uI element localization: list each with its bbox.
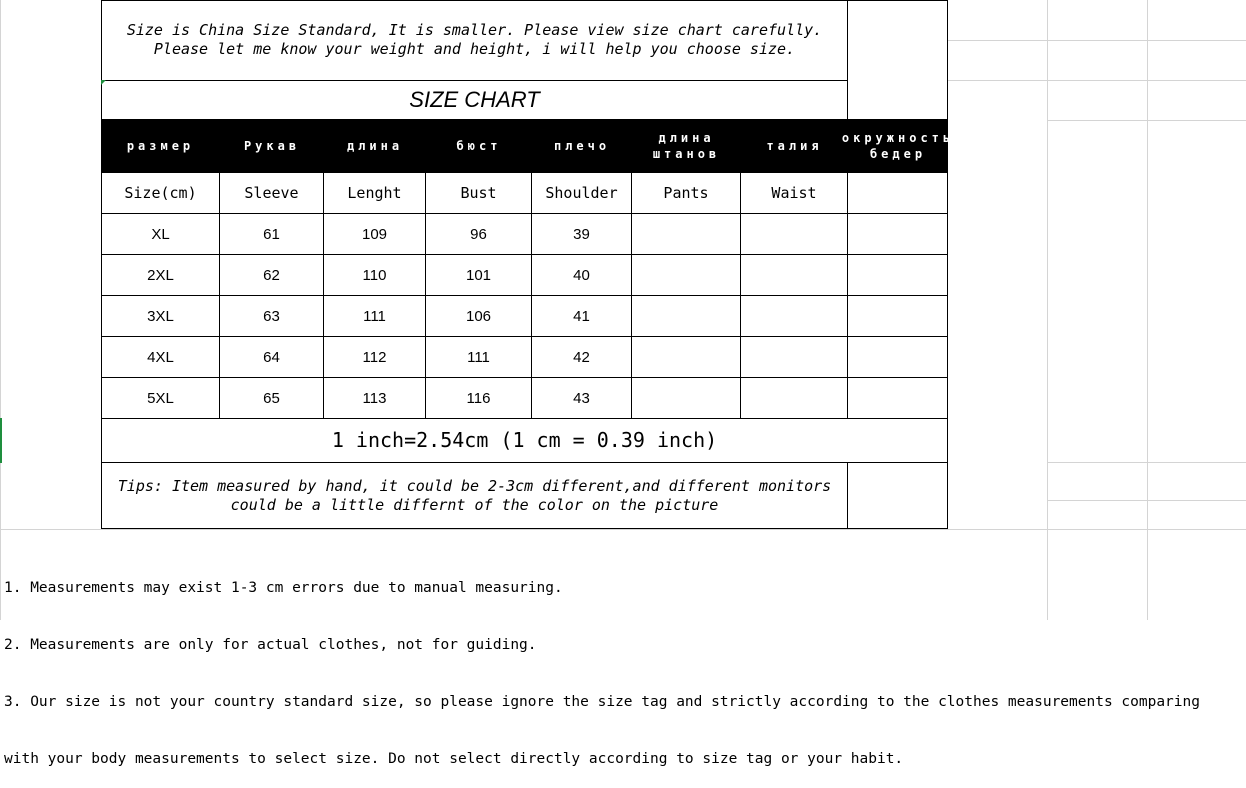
table-cell: 4XL bbox=[101, 337, 220, 378]
table-cell: 61 bbox=[220, 214, 324, 255]
table-cell: 64 bbox=[220, 337, 324, 378]
table-cell: 40 bbox=[532, 255, 632, 296]
table-cell bbox=[741, 214, 848, 255]
table-cell: 111 bbox=[324, 296, 426, 337]
size-chart-sheet bbox=[101, 0, 955, 529]
english-header-row bbox=[101, 173, 948, 214]
sheet-gridline bbox=[1147, 0, 1148, 620]
ru-header-sleeve: Рукав bbox=[243, 139, 301, 153]
table-cell: 116 bbox=[426, 378, 532, 419]
table-cell: 62 bbox=[220, 255, 324, 296]
table-cell: Waist bbox=[741, 173, 848, 214]
note-line: 3. Our size is not your country standard size, so please ignore the size tag and strictly according to the clothes measurements comparing bbox=[4, 694, 1200, 710]
russian-header-row bbox=[101, 119, 955, 173]
table-cell bbox=[741, 378, 848, 419]
table-cell bbox=[848, 378, 948, 419]
table-cell bbox=[848, 173, 948, 214]
table-cell: 113 bbox=[324, 378, 426, 419]
table-cell bbox=[632, 296, 741, 337]
table-cell bbox=[848, 255, 948, 296]
table-cell: 111 bbox=[426, 337, 532, 378]
sheet-gridline bbox=[0, 0, 1, 620]
table-row bbox=[101, 378, 948, 419]
tips-box bbox=[101, 463, 848, 529]
table-row bbox=[101, 296, 948, 337]
table-cell: 3XL bbox=[101, 296, 220, 337]
sheet-gridline bbox=[1047, 0, 1048, 620]
table-cell bbox=[632, 337, 741, 378]
note-line: 1. Measurements may exist 1-3 cm errors due to manual measuring. bbox=[4, 580, 563, 596]
table-cell: 5XL bbox=[101, 378, 220, 419]
table-cell: 96 bbox=[426, 214, 532, 255]
sheet-gridline bbox=[1047, 500, 1246, 501]
note-line: 2. Measurements are only for actual clothes, not for guiding. bbox=[4, 637, 537, 653]
table-cell: 109 bbox=[324, 214, 426, 255]
table-cell: Lenght bbox=[324, 173, 426, 214]
table-row bbox=[101, 255, 948, 296]
unit-conversion: 1 inch=2.54cm (1 cm = 0.39 inch) bbox=[101, 418, 948, 463]
table-row bbox=[101, 337, 948, 378]
notice-box bbox=[101, 0, 848, 81]
ru-header-hips: окружность бедер bbox=[841, 131, 955, 161]
chart-title: SIZE CHART bbox=[101, 81, 848, 119]
table-cell: 41 bbox=[532, 296, 632, 337]
table-cell: 43 bbox=[532, 378, 632, 419]
notice-line-2: Please let me know your weight and height, i will help you choose size. bbox=[153, 40, 796, 58]
cell-comment-marker bbox=[101, 80, 106, 85]
ru-header-size: размер bbox=[126, 139, 195, 153]
sheet-gridline bbox=[1047, 462, 1246, 463]
table-row bbox=[101, 214, 948, 255]
table-cell: XL bbox=[101, 214, 220, 255]
empty-tips-cell bbox=[848, 463, 948, 529]
sheet-gridline bbox=[948, 40, 1246, 41]
table-cell: Sleeve bbox=[220, 173, 324, 214]
table-cell: Shoulder bbox=[532, 173, 632, 214]
table-cell: 63 bbox=[220, 296, 324, 337]
table-cell: 42 bbox=[532, 337, 632, 378]
table-cell: 110 bbox=[324, 255, 426, 296]
table-cell: 101 bbox=[426, 255, 532, 296]
table-cell: 112 bbox=[324, 337, 426, 378]
tips-line-2: could be a little differnt of the color on the picture bbox=[230, 495, 719, 514]
selection-indicator bbox=[0, 418, 2, 463]
table-cell bbox=[632, 378, 741, 419]
tips-line-1: Tips: Item measured by hand, it could be 2-3cm different,and different monitors bbox=[117, 476, 832, 495]
note-line: with your body measurements to select size. Do not select directly according to size tag or your habit. bbox=[4, 751, 904, 767]
measurement-notes bbox=[4, 541, 1244, 788]
table-cell bbox=[741, 255, 848, 296]
ru-header-pants: длина штанов bbox=[652, 131, 721, 161]
table-cell: 65 bbox=[220, 378, 324, 419]
table-cell: Bust bbox=[426, 173, 532, 214]
table-cell bbox=[632, 255, 741, 296]
table-cell bbox=[848, 214, 948, 255]
table-cell bbox=[741, 296, 848, 337]
sheet-gridline bbox=[948, 80, 1246, 81]
table-cell bbox=[632, 214, 741, 255]
table-cell bbox=[848, 337, 948, 378]
notice-line-1: Size is China Size Standard, It is smaller. Please view size chart carefully. bbox=[126, 21, 823, 39]
ru-header-shoulder: плечо bbox=[553, 139, 611, 153]
empty-corner-cell bbox=[848, 0, 948, 119]
ru-header-bust: бюст bbox=[456, 139, 502, 153]
sheet-gridline bbox=[0, 529, 1246, 530]
table-cell: Size(cm) bbox=[101, 173, 220, 214]
table-cell: 2XL bbox=[101, 255, 220, 296]
table-cell: Pants bbox=[632, 173, 741, 214]
sheet-gridline bbox=[1047, 120, 1246, 121]
table-cell bbox=[848, 296, 948, 337]
ru-header-length: длина bbox=[346, 139, 404, 153]
ru-header-waist: талия bbox=[766, 139, 823, 153]
table-cell: 106 bbox=[426, 296, 532, 337]
table-cell: 39 bbox=[532, 214, 632, 255]
table-cell bbox=[741, 337, 848, 378]
